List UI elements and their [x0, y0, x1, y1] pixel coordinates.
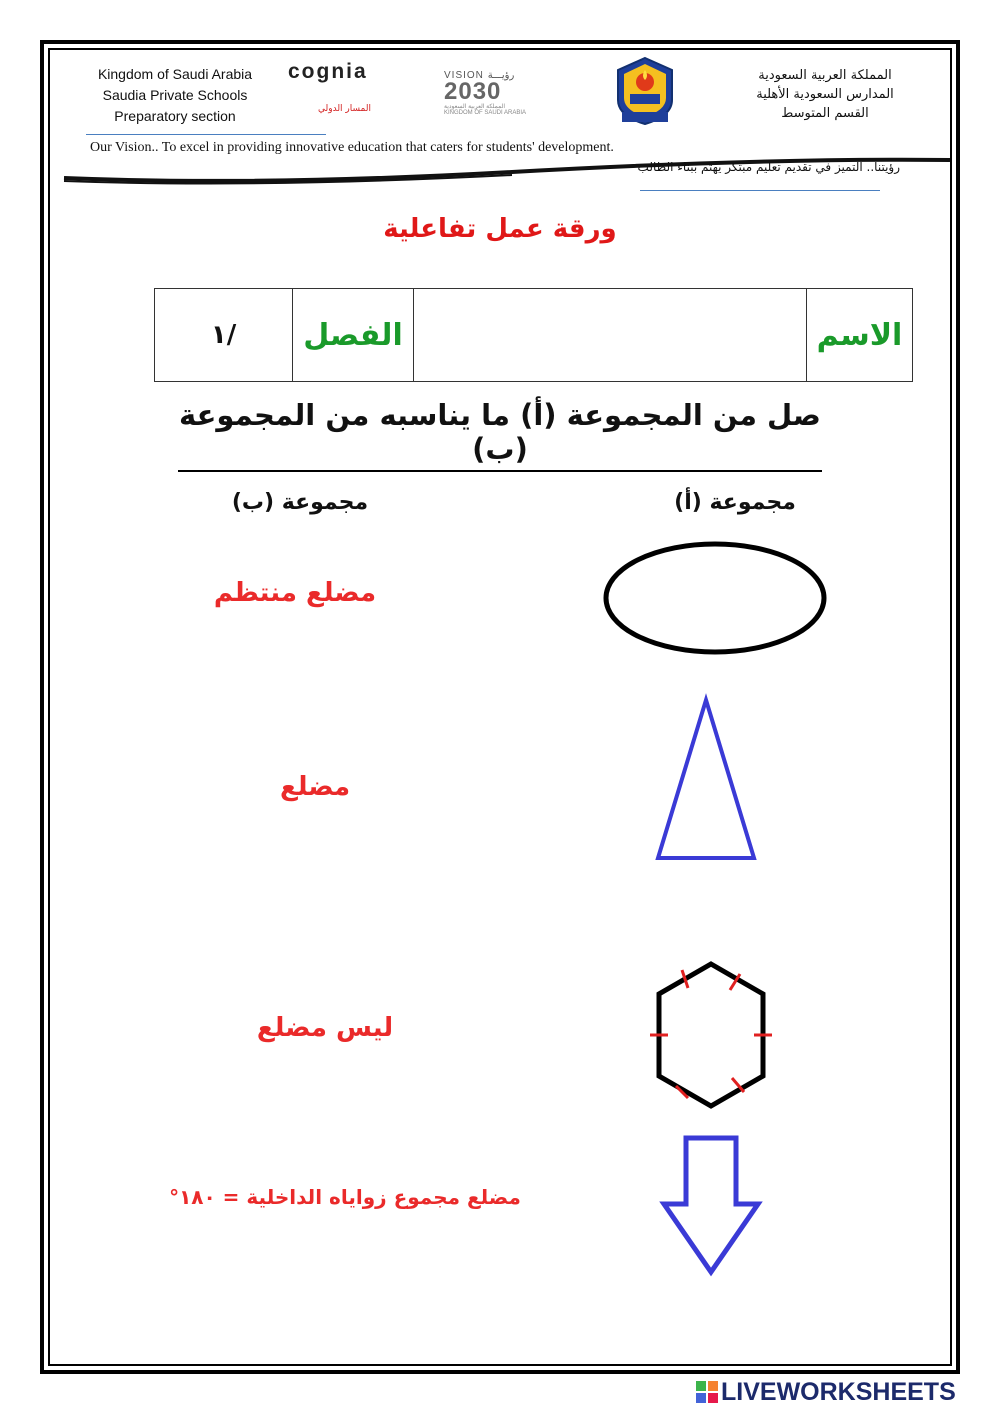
- group-a-label: مجموعة (أ): [674, 490, 796, 515]
- group-b-item-1[interactable]: مضلع منتظم: [213, 578, 377, 608]
- instruction-heading: صل من المجموعة (أ) ما يناسبه من المجموعة (ب): [178, 398, 822, 472]
- arrow-down-icon[interactable]: [656, 1132, 766, 1280]
- class-value-cell[interactable]: [155, 289, 293, 382]
- worksheet-title: ورقة عمل تفاعلية: [383, 214, 617, 244]
- group-b-item-4[interactable]: مضلع مجموع زواياه الداخلية = ١٨٠°: [169, 1185, 521, 1209]
- triangle-icon[interactable]: [650, 692, 762, 864]
- page-border-inner: [48, 48, 952, 1366]
- header-ar-line-3: القسم المتوسط: [781, 106, 869, 121]
- name-label-cell: [807, 289, 913, 382]
- cognia-subtitle: المسار الدولي: [318, 104, 371, 114]
- header-en-line-1: Kingdom of Saudi Arabia: [97, 66, 253, 82]
- header-en-line-3: Preparatory section: [114, 108, 236, 124]
- class-value[interactable]: /١: [210, 320, 237, 350]
- class-label: الفصل: [303, 317, 403, 353]
- header-ar-underline: [640, 190, 880, 191]
- watermark-text: LIVEWORKSHEETS: [721, 1378, 956, 1406]
- vision-logo-line-1: VISION رؤيـــة: [444, 70, 515, 81]
- school-crest-logo: [614, 56, 676, 126]
- header-arabic: [730, 66, 920, 123]
- hexagon-icon[interactable]: [648, 956, 774, 1114]
- group-b-item-2[interactable]: مضلع: [279, 772, 351, 802]
- name-input-cell[interactable]: [414, 289, 807, 382]
- vision-logo-line-3: المملكة العربية السعودية KINGDOM OF SAUDI ARABIA: [444, 104, 527, 116]
- class-label-cell: [293, 289, 414, 382]
- liveworksheets-watermark: [696, 1378, 956, 1407]
- vision-statement-ar: رؤيتنا.. التميز في تقديم تعليم مبتكر يهتم ببناء الطالب: [637, 160, 900, 174]
- group-b-label: مجموعة (ب): [231, 490, 369, 515]
- header-en-line-2: Saudia Private Schools: [102, 87, 248, 103]
- header-ar-line-2: المدارس السعودية الأهلية: [756, 87, 894, 102]
- vision-2030-logo: [444, 70, 534, 116]
- vision-logo-line-2: 2030: [444, 78, 502, 105]
- header-ar-line-1: المملكة العربية السعودية: [758, 68, 892, 83]
- vision-statement-en: Our Vision.. To excel in providing innovative education that caters for students' development.: [90, 140, 614, 155]
- liveworksheets-logo-icon: [696, 1381, 718, 1403]
- header-english: [80, 64, 270, 127]
- name-label: الاسم: [816, 317, 903, 353]
- cognia-logo: cognia: [288, 60, 368, 83]
- group-b-item-3[interactable]: ليس مضلع: [256, 1013, 394, 1043]
- ellipse-icon[interactable]: [600, 538, 830, 660]
- header-en-underline: [86, 134, 326, 135]
- student-info-table: [154, 288, 913, 382]
